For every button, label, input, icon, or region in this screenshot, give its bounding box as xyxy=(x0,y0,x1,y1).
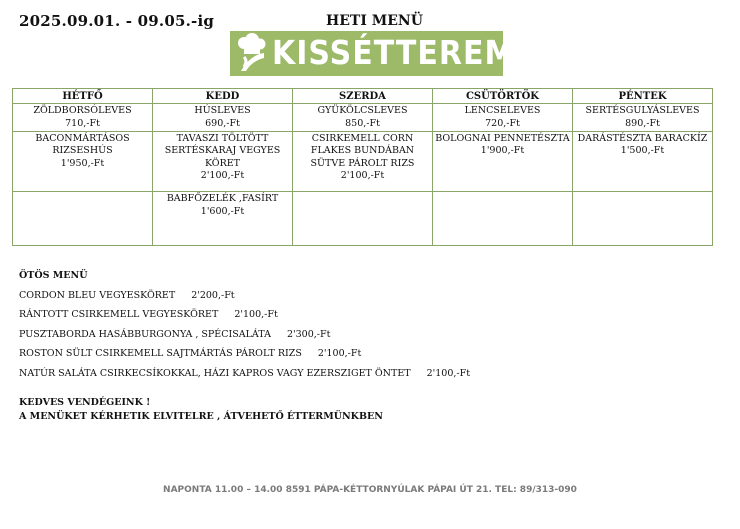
dish-name: GYÜKÖLCSLEVES xyxy=(317,105,408,116)
menu-cell xyxy=(13,131,153,192)
list-item xyxy=(19,368,470,387)
footer-contact: NAPONTA 11.00 – 14.00 8591 PÁPA-KÉTTORNYÚLAK PÁPAI ÚT 21. TEL: 89/313-090 xyxy=(163,485,577,495)
dish-name: ZÖLDBORSÓLEVES xyxy=(33,105,132,116)
item-name: RÁNTOTT CSIRKEMELL VEGYESKÖRET xyxy=(19,309,219,321)
logo-wordmark: KISSÉTTEREM xyxy=(272,34,516,73)
day-header: PÉNTEK xyxy=(573,89,713,104)
item-price: 2'100,-Ft xyxy=(426,367,471,379)
dish-price: 1'600,-Ft xyxy=(200,205,245,217)
item-name: NATÚR SALÁTA CSIRKECSÍKOKKAL, HÁZI KAPROS VAGY EZERSZIGET ÖNTET xyxy=(19,367,411,379)
dish-name: DARÁSTÉSZTA BARACKÍZ xyxy=(577,132,708,144)
item-price: 2'300,-Ft xyxy=(286,328,331,340)
dish-name: HÚSLEVES xyxy=(194,105,251,116)
menu-cell xyxy=(293,104,433,132)
item-name: CORDON BLEU VEGYESKÖRET xyxy=(19,290,176,301)
item-name: ROSTON SÜLT CSIRKEMELL SAJTMÁRTÁS PÁROLT RIZS xyxy=(19,348,302,360)
menu-cell xyxy=(433,192,573,246)
item-price: 2'200,-Ft xyxy=(191,290,235,301)
dish-name: BOLOGNAI PENNETÉSZTA xyxy=(435,132,570,144)
dish-price: 2'100,-Ft xyxy=(200,170,245,182)
dish-price: 890,-Ft xyxy=(625,117,660,129)
menu-cell xyxy=(153,192,293,246)
dish-name: BACONMÁRTÁSOS RIZSESHÚS xyxy=(35,132,130,157)
dish-name: TAVASZI TÖLTÖTT SERTÉSKARAJ VEGYES KÖRET xyxy=(164,132,281,169)
menu-cell xyxy=(433,104,573,132)
notice xyxy=(19,396,383,423)
list-item xyxy=(19,309,470,328)
menu-cell xyxy=(433,131,573,192)
dish-price: 1'950,-Ft xyxy=(60,157,105,169)
notice-takeaway: A MENÜKET KÉRHETIK ELVITELRE , ÁTVEHETŐ ÉTTERMÜNKBEN xyxy=(19,410,383,422)
menu-cell xyxy=(13,192,153,246)
otos-menu-title: ÖTÖS MENÜ xyxy=(19,270,88,281)
extra-course-row xyxy=(13,192,713,246)
menu-cell xyxy=(13,104,153,132)
item-name: PUSZTABORDA HASÁBBURGONYA , SPÉCISALÁTA xyxy=(19,328,271,340)
item-price: 2'100,-Ft xyxy=(317,348,362,360)
menu-cell xyxy=(153,131,293,192)
menu-cell xyxy=(573,192,713,246)
restaurant-logo xyxy=(230,31,516,76)
dish-name: SERTÉSGULYÁSLEVES xyxy=(585,105,700,116)
day-header: HÉTFŐ xyxy=(13,89,153,104)
notice-greeting: KEDVES VENDÉGEINK ! xyxy=(19,397,151,408)
soup-row xyxy=(13,104,713,132)
page-title: HETI MENÜ xyxy=(326,13,423,29)
weekly-menu-table xyxy=(12,88,713,246)
dish-price: 850,-Ft xyxy=(345,117,380,129)
menu-cell xyxy=(293,131,433,192)
dish-price: 1'900,-Ft xyxy=(480,145,525,157)
dish-price: 690,-Ft xyxy=(205,117,240,129)
dish-price: 710,-Ft xyxy=(65,117,100,129)
dish-name: LENCSELEVES xyxy=(464,105,541,116)
menu-cell xyxy=(153,104,293,132)
dish-name: CSIRKEMELL CORN FLAKES BUNDÁBAN SÜTVE PÁROLT RIZS xyxy=(310,132,415,169)
date-range: 2025.09.01. - 09.05.-ig xyxy=(19,12,215,30)
list-item xyxy=(19,348,470,367)
day-header: SZERDA xyxy=(293,89,433,104)
menu-cell xyxy=(293,192,433,246)
menu-cell xyxy=(573,104,713,132)
otos-menu-list xyxy=(19,290,470,387)
dish-price: 1'500,-Ft xyxy=(620,145,665,157)
dish-name: BABFŐZELÉK ,FASÍRT xyxy=(166,193,279,205)
main-course-row xyxy=(13,131,713,192)
day-header: CSÜTÖRTÖK xyxy=(433,89,573,104)
chef-hat-icon xyxy=(230,31,270,76)
dish-price: 720,-Ft xyxy=(485,117,520,129)
list-item xyxy=(19,290,470,309)
day-header: KEDD xyxy=(153,89,293,104)
dish-price: 2'100,-Ft xyxy=(340,170,385,182)
menu-cell xyxy=(573,131,713,192)
list-item xyxy=(19,329,470,348)
item-price: 2'100,-Ft xyxy=(234,309,278,321)
